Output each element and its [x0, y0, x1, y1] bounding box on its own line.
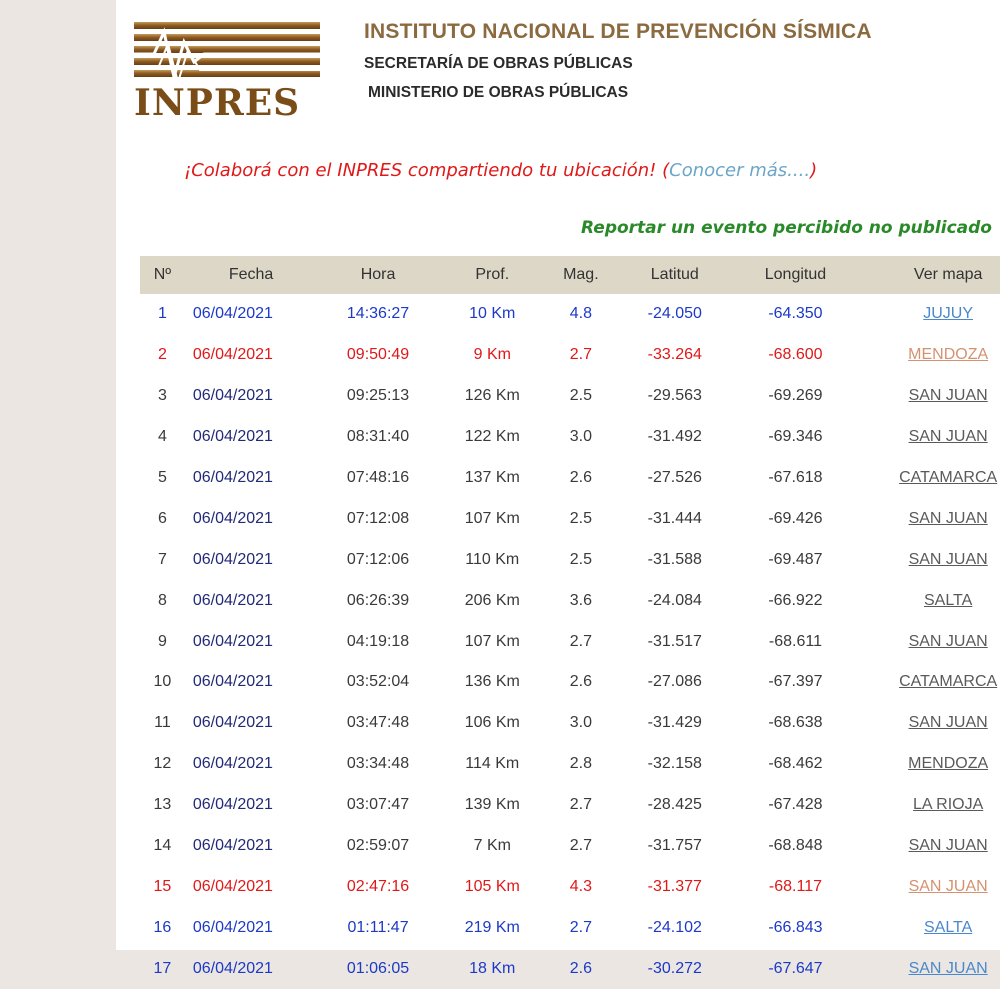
cell-number: 6	[157, 509, 167, 527]
cell-number: 14	[153, 837, 172, 855]
cell-map	[856, 376, 1000, 417]
cell-magnitude: 2.6	[569, 673, 592, 691]
cell-date: 06/04/2021	[192, 877, 273, 895]
cell-latitude: -29.563	[647, 387, 702, 405]
cell-number: 1	[157, 305, 167, 323]
cell-latitude: -33.264	[647, 346, 702, 364]
table-body	[140, 294, 1000, 989]
report-event-link[interactable]: Reportar un evento percibido no publicado	[581, 218, 992, 238]
cell-number: 13	[153, 796, 172, 814]
logo-text: INPRES	[134, 82, 301, 124]
cell-latitude: -24.102	[647, 918, 702, 936]
cell-time: 02:59:07	[346, 837, 410, 855]
cell-magnitude: 2.7	[569, 632, 592, 650]
cell-time: 07:12:06	[346, 550, 410, 568]
cell-map	[856, 662, 1000, 703]
cell-map	[856, 866, 1000, 907]
table-row	[140, 335, 1000, 376]
cell-time: 03:34:48	[346, 755, 410, 773]
cell-map	[856, 826, 1000, 867]
cell-magnitude: 2.7	[569, 918, 592, 936]
col-header-depth: Prof.	[438, 256, 547, 294]
cell-date: 06/04/2021	[192, 428, 273, 446]
cell-number: 2	[157, 346, 167, 364]
cell-magnitude: 3.6	[569, 591, 592, 609]
cell-longitude: -66.843	[768, 918, 823, 936]
cell-map	[856, 417, 1000, 458]
cell-time: 01:06:05	[346, 959, 410, 977]
table-row	[140, 376, 1000, 417]
table-row	[140, 826, 1000, 867]
map-link[interactable]: SAN JUAN	[908, 387, 988, 405]
cell-map	[856, 294, 1000, 335]
cell-number: 17	[153, 959, 172, 977]
cell-date: 06/04/2021	[192, 918, 273, 936]
cell-map	[856, 907, 1000, 948]
map-link[interactable]: SAN JUAN	[908, 428, 988, 446]
cell-depth: 10 Km	[469, 305, 516, 323]
cell-number: 10	[153, 673, 172, 691]
cell-longitude: -68.117	[768, 877, 822, 895]
col-header-longitude: Longitud	[735, 256, 857, 294]
cell-number: 16	[153, 918, 172, 936]
table-row	[140, 785, 1000, 826]
cell-date: 06/04/2021	[192, 714, 273, 732]
col-header-number: Nº	[140, 256, 185, 294]
map-link[interactable]: MENDOZA	[908, 346, 989, 364]
cell-longitude: -66.922	[768, 591, 823, 609]
cell-latitude: -31.517	[647, 632, 702, 650]
cell-longitude: -69.487	[768, 550, 823, 568]
cell-latitude: -31.377	[647, 877, 702, 895]
collaborate-text: ¡Colaborá con el INPRES compartiendo tu ubicación! (	[184, 160, 670, 181]
cell-number: 15	[153, 877, 172, 895]
table-row	[140, 417, 1000, 458]
cell-time: 14:36:27	[346, 305, 410, 323]
cell-number: 9	[157, 632, 167, 650]
cell-depth: 206 Km	[464, 591, 520, 609]
cell-map	[856, 458, 1000, 499]
cell-date: 06/04/2021	[192, 632, 273, 650]
cell-map	[856, 703, 1000, 744]
cell-longitude: -69.269	[768, 387, 823, 405]
cell-date: 06/04/2021	[192, 305, 273, 323]
col-header-date: Fecha	[185, 256, 318, 294]
cell-date: 06/04/2021	[192, 755, 273, 773]
cell-number: 11	[154, 714, 171, 732]
cell-longitude: -67.397	[768, 673, 823, 691]
cell-magnitude: 2.8	[569, 755, 592, 773]
cell-longitude: -69.346	[768, 428, 823, 446]
cell-date: 06/04/2021	[192, 673, 273, 691]
cell-time: 09:25:13	[346, 387, 410, 405]
cell-map	[856, 539, 1000, 580]
table-row	[140, 662, 1000, 703]
cell-longitude: -68.638	[768, 714, 823, 732]
cell-time: 01:11:47	[347, 918, 409, 936]
cell-date: 06/04/2021	[192, 346, 273, 364]
map-link[interactable]: SAN JUAN	[908, 959, 988, 977]
cell-map	[856, 498, 1000, 539]
cell-date: 06/04/2021	[192, 550, 273, 568]
map-link[interactable]: SAN JUAN	[908, 837, 988, 855]
collaborate-close-paren: )	[810, 160, 818, 181]
table-row	[140, 539, 1000, 580]
page-container	[116, 0, 1000, 977]
cell-map	[856, 580, 1000, 621]
map-link[interactable]: LA RIOJA	[913, 796, 984, 814]
cell-date: 06/04/2021	[192, 509, 273, 527]
cell-magnitude: 3.0	[569, 428, 592, 446]
table-row	[140, 294, 1000, 335]
cell-number: 12	[153, 755, 172, 773]
cell-longitude: -68.848	[768, 837, 823, 855]
cell-latitude: -31.444	[647, 509, 702, 527]
map-link[interactable]: SALTA	[923, 591, 973, 609]
cell-time: 03:07:47	[346, 796, 410, 814]
cell-time: 08:31:40	[346, 428, 410, 446]
cell-latitude: -31.588	[647, 550, 702, 568]
cell-depth: 114 Km	[465, 755, 520, 773]
cell-depth: 7 Km	[473, 837, 511, 855]
map-link[interactable]: CATAMARCA	[899, 673, 998, 691]
cell-latitude: -31.492	[647, 428, 702, 446]
cell-number: 7	[157, 550, 167, 568]
cell-magnitude: 2.6	[569, 469, 592, 486]
cell-depth: 219 Km	[464, 918, 520, 936]
cell-date: 06/04/2021	[192, 796, 273, 814]
earthquake-table	[140, 256, 1000, 989]
cell-latitude: -30.272	[647, 959, 702, 977]
map-link[interactable]: SAN JUAN	[908, 714, 988, 732]
cell-time: 09:50:49	[346, 346, 410, 364]
cell-time: 04:19:18	[346, 632, 410, 650]
cell-longitude: -68.600	[768, 346, 823, 364]
map-link[interactable]: CATAMARCA	[899, 469, 998, 486]
cell-longitude: -68.462	[768, 755, 823, 773]
table-row	[140, 580, 1000, 621]
cell-magnitude: 4.8	[569, 305, 592, 323]
cell-depth: 107 Km	[464, 509, 520, 527]
map-link[interactable]: SALTA	[923, 918, 973, 936]
map-link[interactable]: SAN JUAN	[908, 509, 988, 527]
cell-depth: 9 Km	[473, 346, 511, 364]
cell-latitude: -31.757	[647, 837, 702, 855]
cell-magnitude: 2.5	[569, 509, 592, 527]
cell-longitude: -67.618	[768, 469, 823, 486]
map-link[interactable]: SAN JUAN	[908, 632, 988, 650]
cell-magnitude: 3.0	[569, 714, 592, 732]
cell-latitude: -27.526	[647, 469, 702, 486]
cell-magnitude: 2.5	[569, 387, 592, 405]
cell-number: 4	[157, 428, 167, 446]
cell-time: 06:26:39	[346, 591, 410, 609]
cell-depth: 122 Km	[464, 428, 520, 446]
cell-map	[856, 335, 1000, 376]
ministerio-subtitle: MINISTERIO DE OBRAS PÚBLICAS	[368, 84, 629, 101]
col-header-latitude: Latitud	[615, 256, 735, 294]
cell-date: 06/04/2021	[192, 591, 273, 609]
cell-depth: 126 Km	[464, 387, 520, 405]
header-text	[364, 20, 872, 102]
cell-depth: 106 Km	[464, 714, 520, 732]
cell-magnitude: 4.3	[569, 877, 592, 895]
cell-latitude: -28.425	[647, 796, 702, 814]
cell-longitude: -68.611	[768, 632, 822, 650]
table-row	[140, 458, 1000, 499]
cell-date: 06/04/2021	[192, 837, 273, 855]
table-row	[140, 907, 1000, 948]
table-row	[140, 498, 1000, 539]
cell-depth: 105 Km	[464, 877, 520, 895]
cell-latitude: -27.086	[647, 673, 702, 691]
table-row	[140, 703, 1000, 744]
cell-date: 06/04/2021	[192, 469, 273, 486]
cell-number: 3	[157, 387, 167, 405]
cell-longitude: -67.428	[768, 796, 823, 814]
cell-time: 03:47:48	[346, 714, 410, 732]
cell-magnitude: 2.7	[569, 346, 592, 364]
cell-time: 07:12:08	[346, 509, 410, 527]
cell-depth: 107 Km	[464, 632, 520, 650]
collaborate-banner	[184, 160, 1000, 181]
cell-latitude: -24.050	[647, 305, 702, 323]
cell-depth: 110 Km	[465, 550, 520, 568]
col-header-map: Ver mapa	[856, 256, 1000, 294]
cell-depth: 136 Km	[464, 673, 520, 691]
col-header-time: Hora	[318, 256, 438, 294]
cell-longitude: -69.426	[768, 509, 823, 527]
cell-date: 06/04/2021	[192, 959, 273, 977]
map-link[interactable]: MENDOZA	[908, 755, 989, 773]
table-row	[140, 948, 1000, 989]
cell-magnitude: 2.6	[569, 959, 592, 977]
cell-longitude: -67.647	[768, 959, 823, 977]
table-row	[140, 744, 1000, 785]
inpres-logo[interactable]	[134, 22, 324, 122]
table-header-row	[140, 256, 1000, 294]
cell-magnitude: 2.7	[569, 796, 592, 814]
cell-map	[856, 948, 1000, 989]
cell-depth: 139 Km	[464, 796, 520, 814]
map-link[interactable]: JUJUY	[923, 305, 974, 323]
map-link[interactable]: SAN JUAN	[908, 550, 988, 568]
cell-number: 5	[157, 469, 167, 486]
learn-more-link[interactable]: Conocer más....	[669, 160, 811, 181]
table-row	[140, 621, 1000, 662]
col-header-magnitude: Mag.	[547, 256, 615, 294]
cell-time: 07:48:16	[346, 469, 410, 486]
cell-time: 03:52:04	[346, 673, 410, 691]
secretaria-subtitle: SECRETARÍA DE OBRAS PÚBLICAS	[364, 55, 633, 72]
map-link[interactable]: SAN JUAN	[908, 877, 988, 895]
institute-title: INSTITUTO NACIONAL DE PREVENCIÓN SÍSMICA	[364, 20, 872, 43]
cell-magnitude: 2.5	[569, 550, 592, 568]
cell-longitude: -64.350	[768, 305, 823, 323]
cell-latitude: -32.158	[647, 755, 702, 773]
cell-depth: 137 Km	[464, 469, 520, 486]
cell-latitude: -24.084	[647, 591, 702, 609]
cell-time: 02:47:16	[346, 877, 410, 895]
cell-depth: 18 Km	[469, 959, 516, 977]
cell-map	[856, 621, 1000, 662]
table-row	[140, 866, 1000, 907]
cell-map	[856, 744, 1000, 785]
cell-map	[856, 785, 1000, 826]
cell-latitude: -31.429	[647, 714, 702, 732]
cell-date: 06/04/2021	[192, 387, 273, 405]
cell-number: 8	[157, 591, 167, 609]
cell-magnitude: 2.7	[569, 837, 592, 855]
